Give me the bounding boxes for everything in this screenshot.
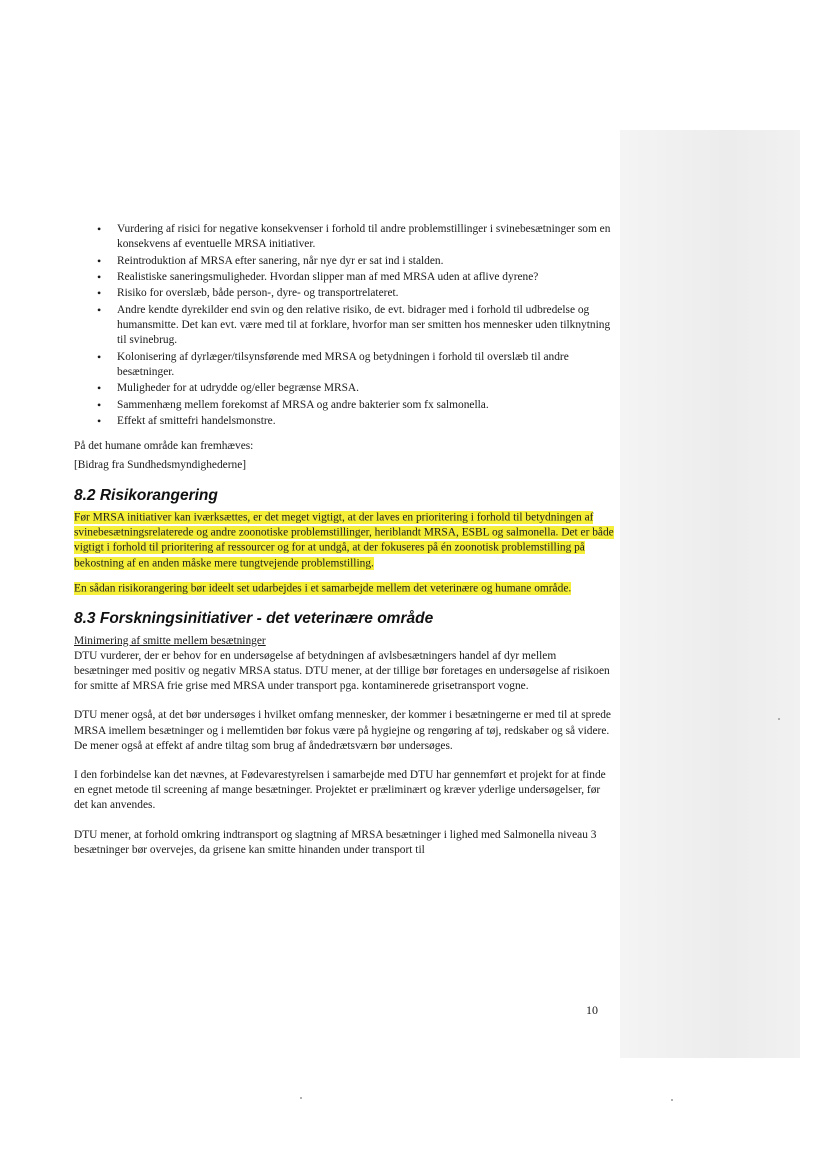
scan-speck: [778, 718, 780, 720]
list-item: • Sammenhæng mellem forekomst af MRSA og andre bakterier som fx salmonella.: [74, 398, 614, 413]
scan-speck: [671, 1099, 673, 1101]
scan-speck: [300, 1097, 302, 1099]
section-heading-research: 8.3 Forskningsinitiativer - det veterinære område: [74, 609, 434, 627]
list-item: • Andre kendte dyrekilder end svin og den relative risiko, de evt. bidrager med i forhold til udbredelse og humansmitte. Det kan evt. være med til at forklare, hvorfor man ser smitten hos mennesker uden tilknytning til svinebrug.: [74, 303, 614, 349]
list-item: • Risiko for overslæb, både person-, dyre- og transportrelateret.: [74, 286, 614, 301]
highlighted-text: En sådan risikorangering bør ideelt set udarbejdes i et samarbejde mellem det veterinære og humane område.: [74, 582, 572, 595]
list-item: • Effekt af smittefri handelsmonstre.: [74, 414, 614, 429]
human-intro: På det humane område kan fremhæves:: [74, 440, 254, 453]
risk-ranking-paragraph: [74, 581, 614, 596]
page-number: 10: [586, 1003, 598, 1017]
list-item: • Realistiske saneringsmuligheder. Hvordan slipper man af med MRSA uden at aflive dyrene?: [74, 270, 614, 285]
research-paragraph: I den forbindelse kan det nævnes, at Fødevarestyrelsen i samarbejde med DTU har gennemført et projekt for at finde en egnet metode til screening af mange besætninger. Projektet er præliminært og kræver yderlige undersøgelser, før det kan anvendes.: [74, 768, 606, 812]
list-item: • Reintroduktion af MRSA efter sanering, når nye dyr er sat ind i stalden.: [74, 254, 614, 269]
list-item: • Vurdering af risici for negative konsekvenser i forhold til andre problemstillinger i svinebesætninger som en konsekvens af eventuelle MRSA initiativer.: [74, 222, 614, 252]
research-paragraph: DTU mener, at forhold omkring indtransport og slagtning af MRSA besætninger i lighed med Salmonella niveau 3 besætninger bør overvejes, da grisene kan smitte hinanden under transport til: [74, 828, 597, 856]
section-heading-risk-ranking: 8.2 Risikorangering: [74, 486, 218, 504]
human-placeholder: [Bidrag fra Sundhedsmyndighederne]: [74, 459, 247, 472]
research-paragraph: DTU mener også, at det bør undersøges i hvilket omfang mennesker, der kommer i besætningerne er med til at sprede MRSA imellem besætninger og i mellemtiden bør fokus være på hygiejne og rengøring af tøj, redskaber og så videre. De mener også at effekt af andre tiltag som brug af åndedrætsværn bør undersøges.: [74, 709, 611, 752]
list-item: • Kolonisering af dyrlæger/tilsynsførende med MRSA og betydningen i forhold til overslæb til andre besætninger.: [74, 350, 614, 380]
highlighted-text: Før MRSA initiativer kan iværksættes, er det meget vigtigt, at der laves en prioritering i forhold til betydningen af svinebesætningsrelaterede og andre zoonotiske problemstillinger, heriblandt MRSA, ESBL og salmonella. Det er både vigtigt i forhold til prioritering af ressourcer og for at undgå, at der fokuseres på én zoonotisk problemstilling på bekostning af en anden måske mere tungtvejende problemstilling.: [74, 511, 614, 570]
research-paragraph: DTU vurderer, der er behov for en undersøgelse af betydningen af avlsbesætningers handel af dyr mellem besætninger med positiv og negativ MRSA status. DTU mener, at der tillige bør foretages en undersøgelse af risikoen for smitte af MRSA frie grise med MRSA under transport pga. kontaminerede grisetransport vogne.: [74, 649, 610, 693]
scan-shadow-band: [620, 130, 800, 1058]
document-body: [74, 222, 614, 858]
risk-ranking-paragraph: [74, 511, 614, 572]
subheading-infection-minimization: Minimering af smitte mellem besætninger: [74, 634, 266, 647]
bullet-list: [74, 222, 614, 429]
list-item: • Muligheder for at udrydde og/eller begrænse MRSA.: [74, 381, 614, 396]
